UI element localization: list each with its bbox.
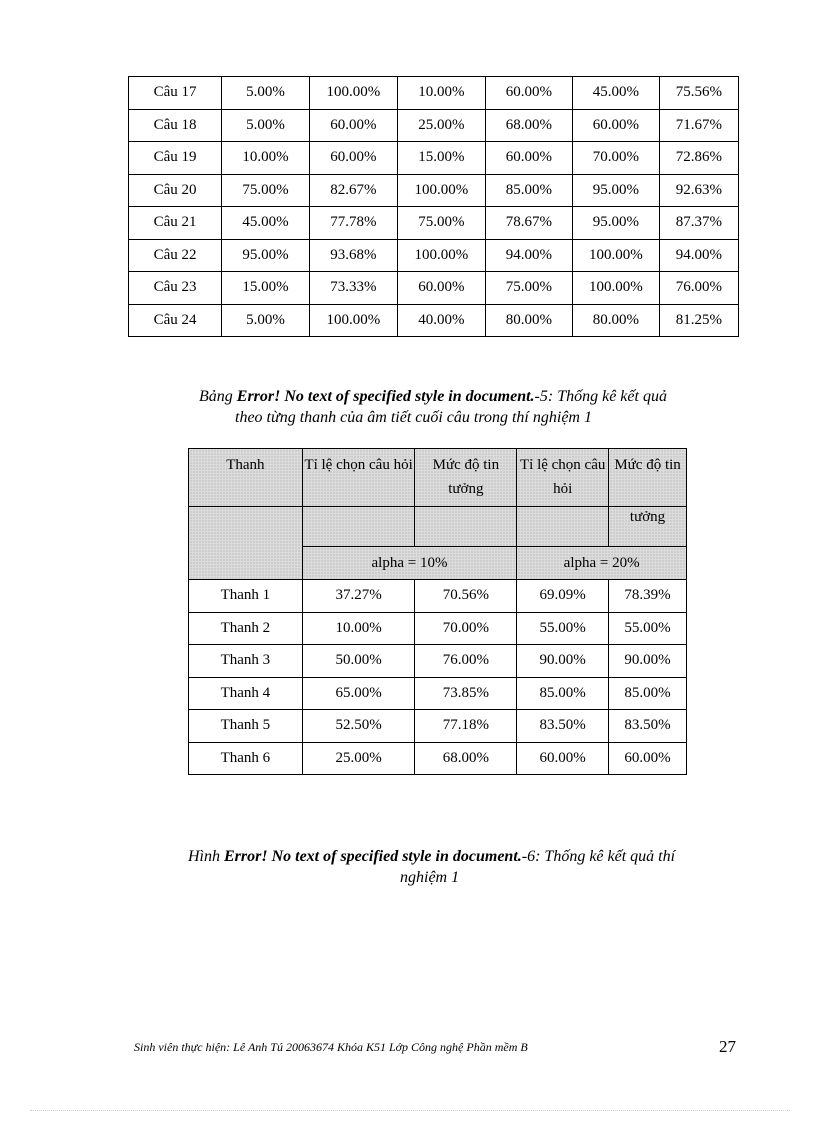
question-label: Câu 24	[129, 304, 222, 337]
table-cell: 83.50%	[609, 710, 687, 743]
table-cell: 5.00%	[222, 77, 310, 110]
table-cell: 100.00%	[397, 174, 485, 207]
table-cell: 85.00%	[485, 174, 572, 207]
table-cell: 72.86%	[659, 142, 738, 175]
caption-suffix: -5: Thống kê kết quả	[534, 388, 667, 405]
table-cell: 15.00%	[222, 272, 310, 305]
tone-label: Thanh 1	[189, 580, 303, 613]
table-cell: 82.67%	[309, 174, 397, 207]
table-cell: 75.00%	[397, 207, 485, 240]
table-cell: 25.00%	[397, 109, 485, 142]
table-cell: 60.00%	[485, 77, 572, 110]
table-cell: 10.00%	[302, 612, 415, 645]
table-cell: 5.00%	[222, 109, 310, 142]
table-cell: 100.00%	[572, 239, 659, 272]
table-cell: 75.56%	[659, 77, 738, 110]
table-row	[129, 109, 739, 142]
table-cell: 100.00%	[309, 77, 397, 110]
table-row	[129, 304, 739, 337]
table-cell: 50.00%	[302, 645, 415, 678]
table-row	[189, 580, 687, 613]
table-cell: 45.00%	[222, 207, 310, 240]
table-cell: 87.37%	[659, 207, 738, 240]
table-cell: 73.85%	[415, 677, 517, 710]
table-cell: 60.00%	[397, 272, 485, 305]
table-cell: 70.00%	[415, 612, 517, 645]
table-cell: 95.00%	[222, 239, 310, 272]
question-label: Câu 19	[129, 142, 222, 175]
table-cell: 55.00%	[517, 612, 609, 645]
question-label: Câu 18	[129, 109, 222, 142]
table-cell: 76.00%	[659, 272, 738, 305]
header-blank	[189, 507, 303, 580]
caption-line-2: nghiệm 1	[400, 869, 460, 886]
table-row	[129, 77, 739, 110]
tone-label: Thanh 6	[189, 742, 303, 775]
table-cell: 60.00%	[572, 109, 659, 142]
table-cell: 95.00%	[572, 174, 659, 207]
table-cell: 70.56%	[415, 580, 517, 613]
header-confidence-1: Mức độ tin tưởng	[415, 449, 517, 507]
question-label: Câu 20	[129, 174, 222, 207]
header-blank	[517, 507, 609, 547]
table-cell: 68.00%	[415, 742, 517, 775]
table-cell: 65.00%	[302, 677, 415, 710]
table-cell: 71.67%	[659, 109, 738, 142]
table-cell: 100.00%	[309, 304, 397, 337]
table-cell: 25.00%	[302, 742, 415, 775]
caption-error-text: Error! No text of specified style in document.	[236, 388, 535, 405]
question-label: Câu 17	[129, 77, 222, 110]
table-row	[189, 645, 687, 678]
caption-prefix: Bảng	[199, 388, 237, 405]
table-cell: 85.00%	[517, 677, 609, 710]
question-label: Câu 21	[129, 207, 222, 240]
table-caption	[199, 386, 759, 428]
caption-suffix: -6: Thống kê kết quả thí	[521, 848, 676, 865]
table-cell: 69.09%	[517, 580, 609, 613]
tone-label: Thanh 3	[189, 645, 303, 678]
table-cell: 15.00%	[397, 142, 485, 175]
table-cell: 75.00%	[222, 174, 310, 207]
question-label: Câu 22	[129, 239, 222, 272]
table-row	[129, 239, 739, 272]
table-cell: 75.00%	[485, 272, 572, 305]
table-cell: 90.00%	[609, 645, 687, 678]
table-cell: 76.00%	[415, 645, 517, 678]
table-cell: 40.00%	[397, 304, 485, 337]
table-row	[129, 207, 739, 240]
results-table-by-question	[128, 76, 739, 337]
header-blank	[302, 507, 415, 547]
header-confidence-2-extra: tưởng	[609, 507, 687, 547]
table-cell: 90.00%	[517, 645, 609, 678]
page-bottom-divider	[30, 1110, 790, 1111]
figure-caption	[188, 846, 768, 888]
table-row	[129, 272, 739, 305]
tone-label: Thanh 2	[189, 612, 303, 645]
caption-prefix: Hình	[188, 848, 224, 865]
table-cell: 85.00%	[609, 677, 687, 710]
tone-label: Thanh 4	[189, 677, 303, 710]
table-row	[189, 710, 687, 743]
table-cell: 60.00%	[517, 742, 609, 775]
table-cell: 73.33%	[309, 272, 397, 305]
table-cell: 78.67%	[485, 207, 572, 240]
table-cell: 60.00%	[485, 142, 572, 175]
table-cell: 93.68%	[309, 239, 397, 272]
page-number: 27	[719, 1037, 736, 1056]
alpha-10-label: alpha = 10%	[302, 547, 517, 580]
table-cell: 70.00%	[572, 142, 659, 175]
table-cell: 5.00%	[222, 304, 310, 337]
table-cell: 77.78%	[309, 207, 397, 240]
table-cell: 81.25%	[659, 304, 738, 337]
table-row	[129, 174, 739, 207]
table-cell: 78.39%	[609, 580, 687, 613]
table-cell: 100.00%	[572, 272, 659, 305]
table-cell: 60.00%	[309, 142, 397, 175]
table-cell: 68.00%	[485, 109, 572, 142]
table-cell: 60.00%	[609, 742, 687, 775]
header-confidence-2: Mức độ tin	[609, 449, 687, 507]
table-cell: 77.18%	[415, 710, 517, 743]
table-row	[129, 142, 739, 175]
caption-line-2: theo từng thanh của âm tiết cuối câu trong thí nghiệm 1	[235, 409, 592, 426]
table-cell: 10.00%	[397, 77, 485, 110]
header-question-rate-1: Tỉ lệ chọn câu hỏi	[302, 449, 415, 507]
table-cell: 37.27%	[302, 580, 415, 613]
table-cell: 94.00%	[659, 239, 738, 272]
table-cell: 45.00%	[572, 77, 659, 110]
table-cell: 92.63%	[659, 174, 738, 207]
table-cell: 100.00%	[397, 239, 485, 272]
caption-error-text: Error! No text of specified style in document.	[224, 848, 522, 865]
table-cell: 94.00%	[485, 239, 572, 272]
table-cell: 80.00%	[572, 304, 659, 337]
table-cell: 80.00%	[485, 304, 572, 337]
table-cell: 60.00%	[309, 109, 397, 142]
table-cell: 83.50%	[517, 710, 609, 743]
table-cell: 52.50%	[302, 710, 415, 743]
table-row	[189, 677, 687, 710]
question-label: Câu 23	[129, 272, 222, 305]
table-row	[189, 742, 687, 775]
tone-label: Thanh 5	[189, 710, 303, 743]
table-row	[189, 612, 687, 645]
table-cell: 95.00%	[572, 207, 659, 240]
table-cell: 10.00%	[222, 142, 310, 175]
results-table-by-tone	[188, 448, 687, 775]
footer-text: Sinh viên thực hiện: Lê Anh Tú 20063674 Khóa K51 Lớp Công nghệ Phần mềm B	[134, 1040, 528, 1054]
alpha-20-label: alpha = 20%	[517, 547, 687, 580]
table-cell: 55.00%	[609, 612, 687, 645]
header-question-rate-2: Tỉ lệ chọn câu hỏi	[517, 449, 609, 507]
header-blank	[415, 507, 517, 547]
header-thanh: Thanh	[189, 449, 303, 507]
